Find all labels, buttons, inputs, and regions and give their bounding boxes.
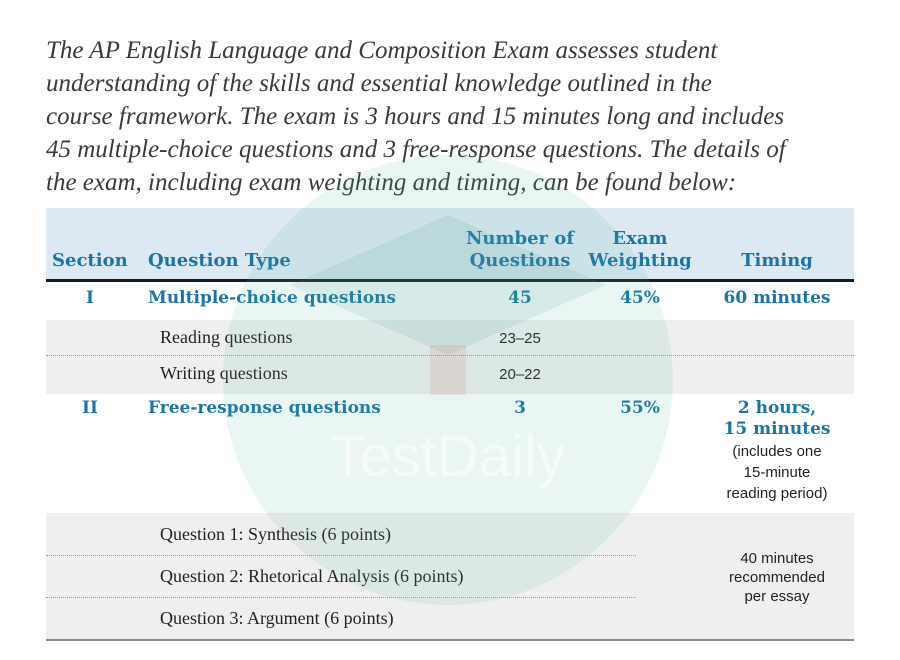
section-2-timing-note-line3: reading period) bbox=[726, 485, 828, 502]
header-section: Section bbox=[52, 250, 128, 271]
subrow-argument-label: Question 3: Argument (6 points) bbox=[160, 608, 394, 628]
sub-timing-line1: 40 minutes bbox=[740, 550, 814, 567]
exam-table bbox=[46, 208, 854, 641]
section-2-timing-note-line2: 15-minute bbox=[743, 464, 811, 481]
header-weighting-line1: Exam bbox=[612, 228, 668, 249]
section-1-number: I bbox=[86, 288, 94, 308]
row-divider bbox=[46, 597, 636, 598]
section-2-type: Free-response questions bbox=[148, 398, 381, 418]
table-bottom-rule bbox=[46, 639, 854, 641]
row-divider bbox=[46, 355, 854, 356]
header-timing: Timing bbox=[741, 250, 813, 271]
subrow-writing-label: Writing questions bbox=[160, 363, 288, 383]
header-number-line2: Questions bbox=[469, 250, 571, 271]
header-number-line1: Number of bbox=[465, 228, 575, 249]
table-header bbox=[46, 208, 854, 280]
section-2-count: 3 bbox=[514, 398, 526, 418]
sub-timing-line2: recommended bbox=[729, 569, 825, 586]
subrow-writing-count: 20–22 bbox=[499, 366, 541, 383]
intro-line: The AP English Language and Composition Exam assesses student bbox=[46, 37, 718, 64]
intro-line: the exam, including exam weighting and timing, can be found below: bbox=[46, 169, 737, 196]
section-1-type: Multiple-choice questions bbox=[148, 288, 396, 308]
section-2-weighting: 55% bbox=[620, 398, 660, 418]
intro-line: understanding of the skills and essential knowledge outlined in the bbox=[46, 70, 712, 97]
intro-paragraph bbox=[46, 34, 846, 199]
subrow-synthesis-label: Question 1: Synthesis (6 points) bbox=[160, 524, 392, 544]
section-1-count: 45 bbox=[508, 288, 532, 308]
row-divider bbox=[46, 555, 636, 556]
section-2-number: II bbox=[82, 398, 98, 418]
watermark-text: TestDaily bbox=[330, 424, 566, 489]
header-weighting-line2: Weighting bbox=[588, 250, 692, 271]
subrow-reading-label: Reading questions bbox=[160, 327, 293, 347]
subrow-rhetorical-label: Question 2: Rhetorical Analysis (6 points) bbox=[160, 566, 464, 586]
section-2-timing-note-line1: (includes one bbox=[732, 443, 822, 460]
section-2-timing-line1: 2 hours, bbox=[737, 398, 817, 418]
sub-timing-line3: per essay bbox=[744, 588, 810, 605]
section-2-timing-line2: 15 minutes bbox=[723, 419, 831, 439]
section-1-weighting: 45% bbox=[620, 288, 660, 308]
header-question-type: Question Type bbox=[148, 250, 291, 271]
header-rule bbox=[46, 279, 854, 282]
subrow-reading-count: 23–25 bbox=[499, 330, 541, 347]
section-1-timing: 60 minutes bbox=[723, 288, 831, 308]
intro-line: 45 multiple-choice questions and 3 free-response questions. The details of bbox=[46, 136, 786, 163]
intro-line: course framework. The exam is 3 hours and 15 minutes long and includes bbox=[46, 103, 785, 130]
